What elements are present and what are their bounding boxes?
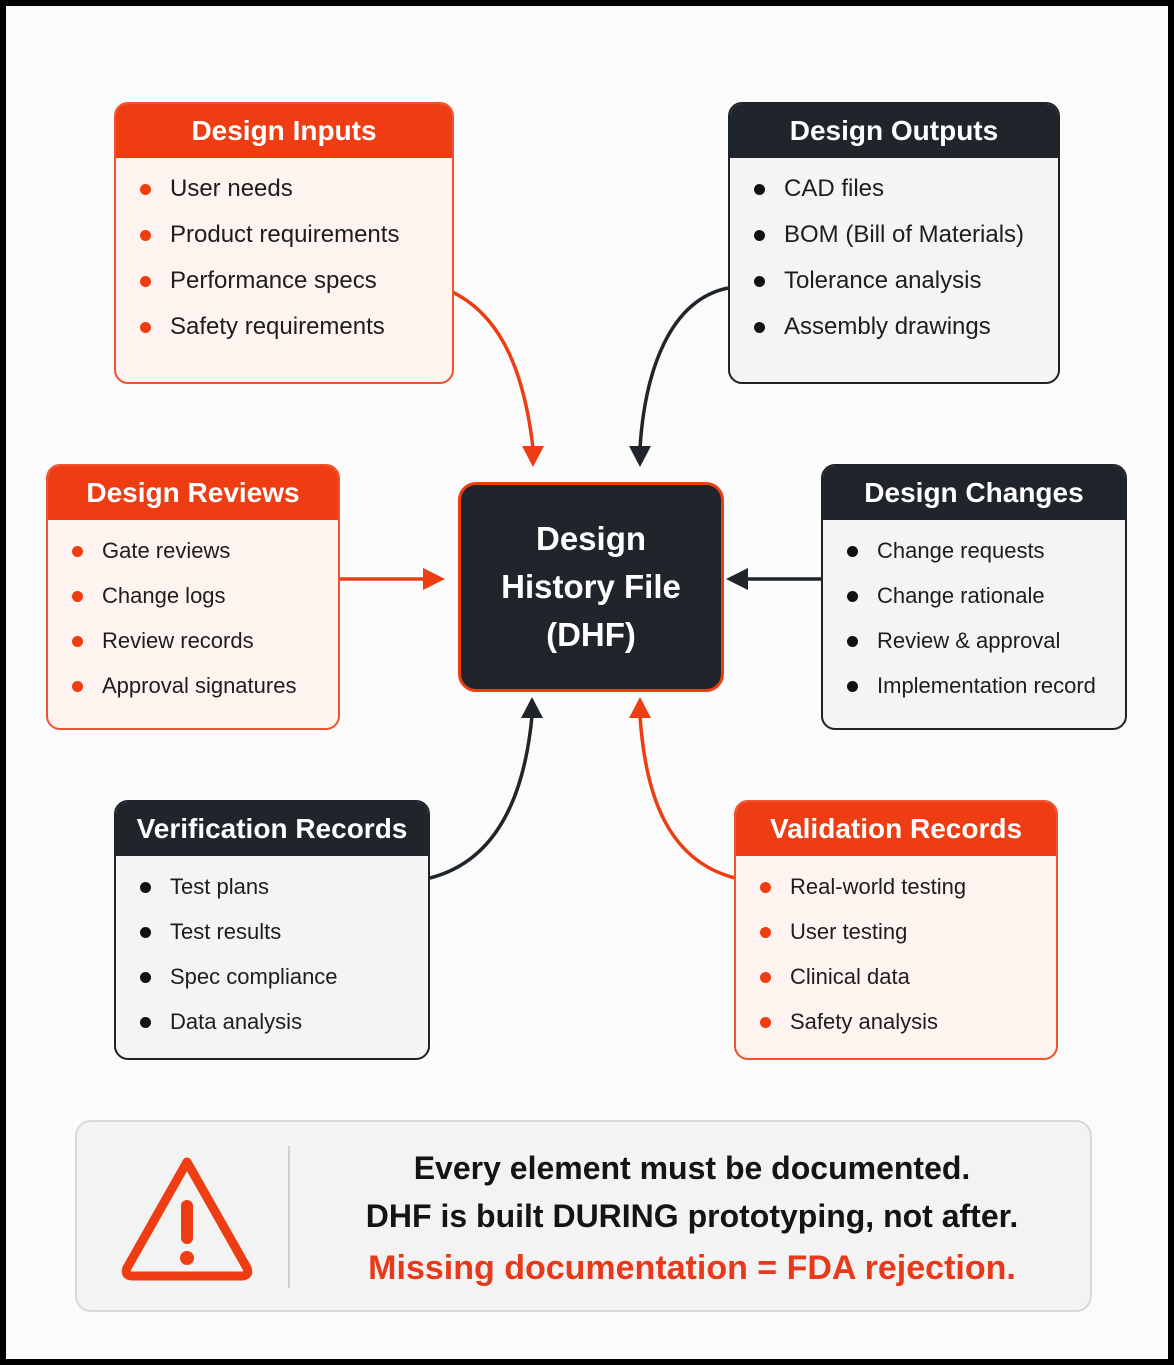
note-divider — [288, 1146, 290, 1288]
list-item: Data analysis — [138, 1007, 428, 1052]
dhf-center-box — [458, 482, 724, 692]
list-item: Change requests — [845, 536, 1125, 581]
arrow-inputs-to-dhf — [448, 290, 533, 448]
design-outputs-title: Design Outputs — [730, 104, 1058, 158]
design-changes-title: Design Changes — [823, 466, 1125, 520]
arrowhead-outputs — [629, 446, 651, 467]
list-item: BOM (Bill of Materials) — [752, 220, 1058, 266]
note-line-2: DHF is built DURING prototyping, not after. — [365, 1198, 1019, 1234]
design-changes-list — [823, 520, 1125, 716]
design-reviews-title: Design Reviews — [48, 466, 338, 520]
list-item: Implementation record — [845, 671, 1125, 716]
verification-records-box — [114, 800, 430, 1060]
note-alert-line: Missing documentation = FDA rejection. — [368, 1249, 1016, 1287]
design-reviews-list — [48, 520, 338, 716]
list-item: Approval signatures — [70, 671, 338, 716]
list-item: User testing — [758, 917, 1056, 962]
verification-records-title: Verification Records — [116, 802, 428, 856]
dhf-title: Design History File (DHF) — [501, 520, 681, 653]
design-changes-box — [821, 464, 1127, 730]
list-item: Assembly drawings — [752, 312, 1058, 358]
list-item: Change logs — [70, 581, 338, 626]
validation-records-list — [736, 856, 1056, 1052]
list-item: Clinical data — [758, 962, 1056, 1007]
list-item: Safety requirements — [138, 312, 452, 358]
list-item: Test results — [138, 917, 428, 962]
arrow-verification-to-dhf — [430, 716, 532, 878]
list-item: CAD files — [752, 174, 1058, 220]
list-item: Tolerance analysis — [752, 266, 1058, 312]
arrow-outputs-to-dhf — [640, 288, 728, 448]
note-line-1: Every element must be documented. — [413, 1150, 971, 1186]
warning-note — [75, 1120, 1092, 1312]
dhf-diagram — [6, 6, 1168, 1359]
list-item: Test plans — [138, 872, 428, 917]
arrowhead-changes — [726, 568, 748, 590]
arrowhead-inputs — [522, 446, 544, 467]
design-outputs-box — [728, 102, 1060, 384]
warning-triangle-icon — [117, 1148, 257, 1288]
list-item: Safety analysis — [758, 1007, 1056, 1052]
arrowhead-verification — [521, 697, 543, 718]
list-item: Product requirements — [138, 220, 452, 266]
validation-records-title: Validation Records — [736, 802, 1056, 856]
list-item: Spec compliance — [138, 962, 428, 1007]
arrow-validation-to-dhf — [640, 716, 735, 878]
design-inputs-list — [116, 158, 452, 358]
list-item: Performance specs — [138, 266, 452, 312]
verification-records-list — [116, 856, 428, 1052]
design-outputs-list — [730, 158, 1058, 358]
arrowhead-validation — [629, 697, 651, 718]
list-item: Change rationale — [845, 581, 1125, 626]
list-item: Real-world testing — [758, 872, 1056, 917]
list-item: Review & approval — [845, 626, 1125, 671]
validation-records-box — [734, 800, 1058, 1060]
design-inputs-box — [114, 102, 454, 384]
list-item: Gate reviews — [70, 536, 338, 581]
design-inputs-title: Design Inputs — [116, 104, 452, 158]
list-item: User needs — [138, 174, 452, 220]
list-item: Review records — [70, 626, 338, 671]
design-reviews-box — [46, 464, 340, 730]
arrowhead-reviews — [423, 568, 445, 590]
